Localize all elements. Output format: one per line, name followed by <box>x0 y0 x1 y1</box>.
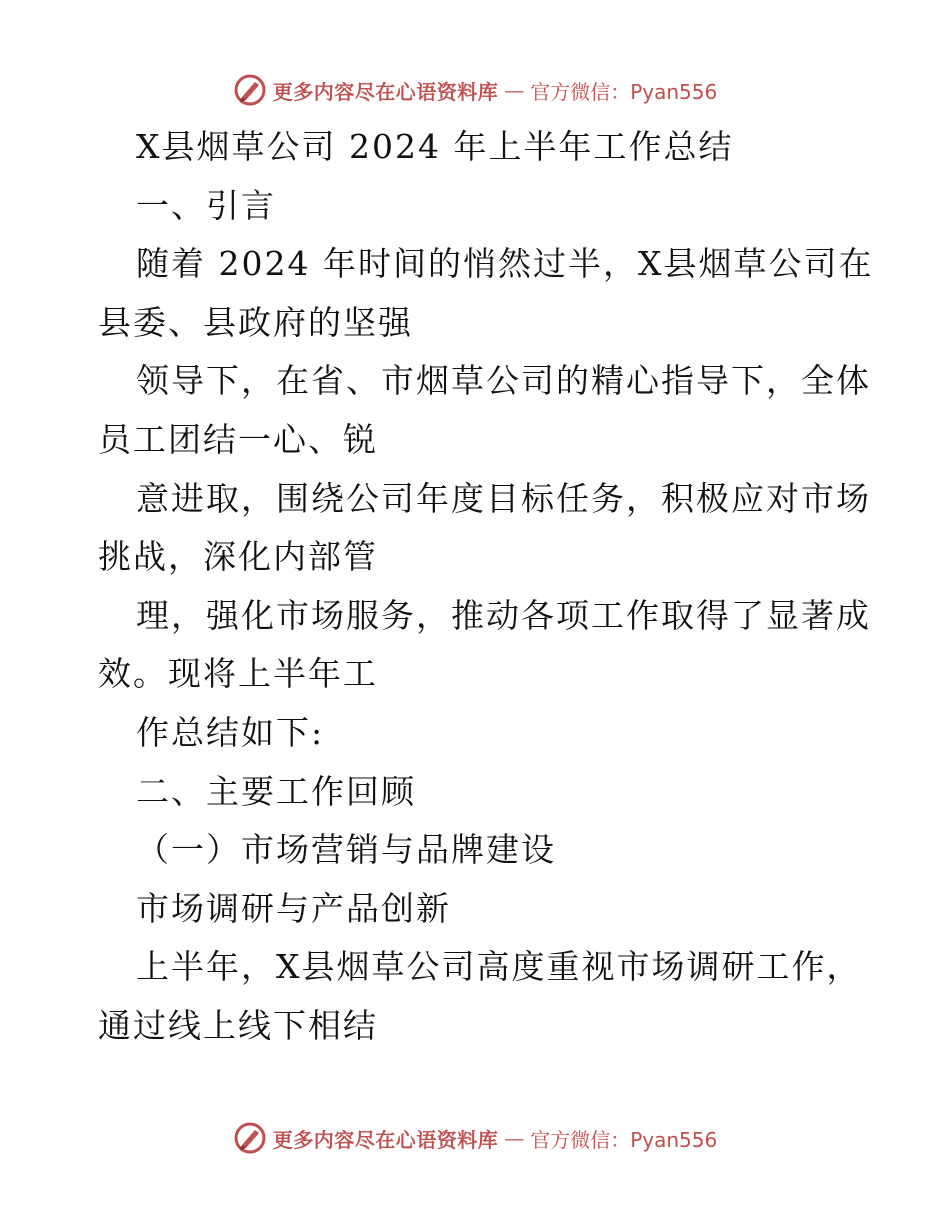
paragraph-line: 理，强化市场服务，推动各项工作取得了显著成 <box>136 595 871 635</box>
item-heading: 市场调研与产品创新 <box>136 888 451 928</box>
section-heading: 一、引言 <box>136 185 276 225</box>
header-watermark-banner <box>0 70 950 110</box>
paragraph-line: 随着 2024 年时间的悄然过半，X县烟草公司在 <box>136 244 874 284</box>
paragraph-line: 员工团结一心、锐 <box>98 419 378 459</box>
banner-separator: — <box>504 78 525 102</box>
pen-circle-logo-icon <box>233 73 267 107</box>
paragraph-line: 县委、县政府的坚强 <box>98 302 413 342</box>
banner-brand-text: 更多内容尽在心语资料库 <box>272 79 499 104</box>
document-body <box>98 118 874 1056</box>
banner-contact-text: 官方微信：Pyan556 <box>530 1127 718 1152</box>
paragraph-line: 作总结如下: <box>136 712 325 752</box>
paragraph-line: 意进取，围绕公司年度目标任务，积极应对市场 <box>136 478 871 518</box>
document-title: X县烟草公司 2024 年上半年工作总结 <box>136 127 734 166</box>
paragraph-line: 通过线上线下相结 <box>98 1005 378 1045</box>
subsection-heading: （一）市场营销与品牌建设 <box>136 830 556 870</box>
pen-circle-logo-icon <box>233 1121 267 1155</box>
section-heading: 二、主要工作回顾 <box>136 771 416 811</box>
footer-watermark-banner <box>0 1118 950 1158</box>
banner-separator: — <box>504 1126 525 1150</box>
paragraph-line: 挑战，深化内部管 <box>98 537 378 577</box>
banner-brand-text: 更多内容尽在心语资料库 <box>272 1127 499 1152</box>
paragraph-line: 上半年，X县烟草公司高度重视市场调研工作， <box>136 947 862 987</box>
banner-contact-text: 官方微信：Pyan556 <box>530 79 718 104</box>
paragraph-line: 领导下，在省、市烟草公司的精心指导下，全体 <box>136 361 871 401</box>
paragraph-line: 效。现将上半年工 <box>98 654 378 694</box>
